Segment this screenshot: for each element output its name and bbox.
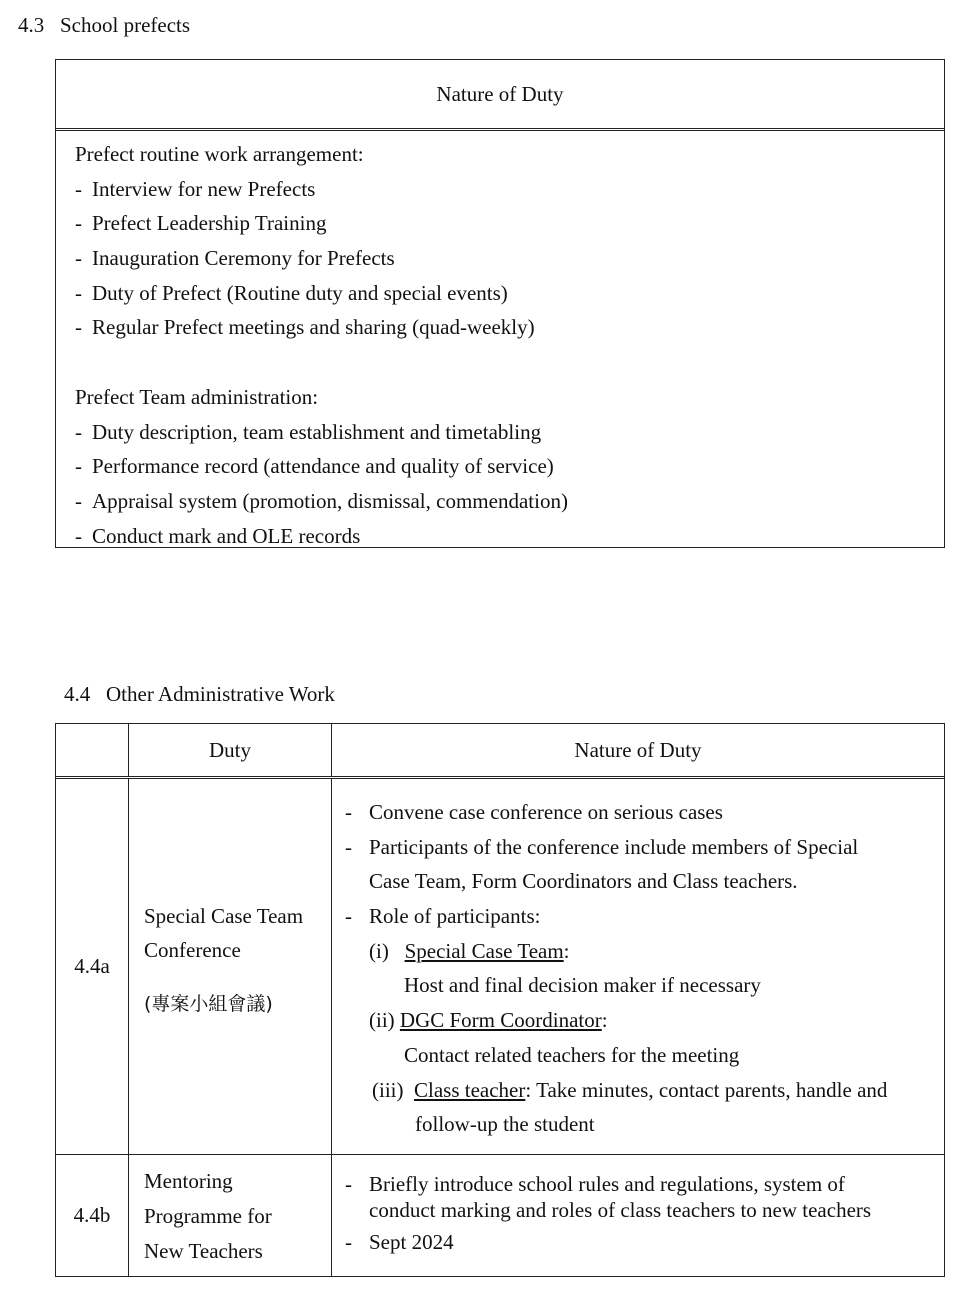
duty-text: Mentoring <box>144 1169 233 1193</box>
duty-text: Programme for <box>144 1204 272 1228</box>
duty-text: Conference <box>144 938 241 962</box>
duty-text: New Teachers <box>144 1239 263 1263</box>
prefects-table <box>55 59 945 548</box>
list-item: - Convene case conference on serious cases <box>345 800 723 824</box>
section-number: 4.3 <box>18 13 45 37</box>
role-name: Special Case Team <box>404 938 564 963</box>
duty-cell <box>129 1155 332 1276</box>
duty-chinese-text: (專案小組會議) <box>144 993 273 1015</box>
row-id-cell <box>56 779 129 1154</box>
group-heading: Prefect Team administration: <box>75 384 319 409</box>
row-id-cell <box>56 1155 129 1276</box>
list-item: - Inauguration Ceremony for Prefects <box>75 246 395 271</box>
role-item: (ii) DGC Form Coordinator: <box>369 1008 608 1033</box>
list-item: - Briefly introduce school rules and regulations, system of <box>345 1172 845 1196</box>
role-item: (iii) Class teacher: Take minutes, contact parents, handle and <box>372 1077 888 1102</box>
section-heading: Other Administrative Work <box>106 682 335 706</box>
row-id: 4.4a <box>74 954 110 978</box>
list-item: - Prefect Leadership Training <box>75 211 327 236</box>
duty-cell <box>129 779 332 1154</box>
list-item-continuation: conduct marking and roles of class teachers to new teachers <box>369 1198 872 1222</box>
admin-work-table <box>55 723 945 1277</box>
role-description: Contact related teachers for the meeting <box>404 1042 740 1067</box>
list-item: - Appraisal system (promotion, dismissal, commendation) <box>75 488 568 513</box>
section-heading: School prefects <box>60 13 191 37</box>
list-item-continuation: Case Team, Form Coordinators and Class teachers. <box>369 869 798 894</box>
role-name: Class teacher <box>414 1077 526 1102</box>
group-heading: Prefect routine work arrangement: <box>75 142 364 166</box>
role-name: DGC Form Coordinator <box>399 1008 602 1033</box>
list-item: - Interview for new Prefects <box>75 176 316 201</box>
header-nature-of-duty: Nature of Duty <box>436 81 564 106</box>
section-4-4-title <box>64 682 335 706</box>
table-header-row <box>56 724 944 779</box>
header-cell-duty: Duty <box>129 724 332 776</box>
role-item: (i) Special Case Team: <box>369 938 570 963</box>
header-cell-empty <box>56 724 129 776</box>
list-item: - Participants of the conference include members of Special <box>345 834 859 859</box>
list-item: - Performance record (attendance and quality of service) <box>75 454 554 479</box>
table-header <box>56 60 944 131</box>
table-row <box>56 1155 944 1276</box>
list-item: - Duty of Prefect (Routine duty and special events) <box>75 280 508 305</box>
list-item: - Role of participants: <box>345 904 541 929</box>
role-description: Host and final decision maker if necessary <box>404 973 761 998</box>
list-item: - Regular Prefect meetings and sharing (quad-weekly) <box>75 315 535 340</box>
header-cell-nature: Nature of Duty <box>574 737 702 762</box>
section-number: 4.4 <box>64 682 91 706</box>
role-description: follow-up the student <box>415 1112 595 1137</box>
list-item: - Conduct mark and OLE records <box>75 523 361 548</box>
table-body <box>56 131 944 553</box>
section-4-3-title <box>18 13 190 37</box>
duty-text: Special Case Team <box>144 904 304 928</box>
nature-cell <box>332 779 944 1154</box>
list-item: - Sept 2024 <box>345 1230 454 1254</box>
table-row <box>56 779 944 1155</box>
nature-cell <box>332 1155 944 1276</box>
list-item: - Duty description, team establishment and timetabling <box>75 419 542 444</box>
row-id: 4.4b <box>73 1203 111 1227</box>
